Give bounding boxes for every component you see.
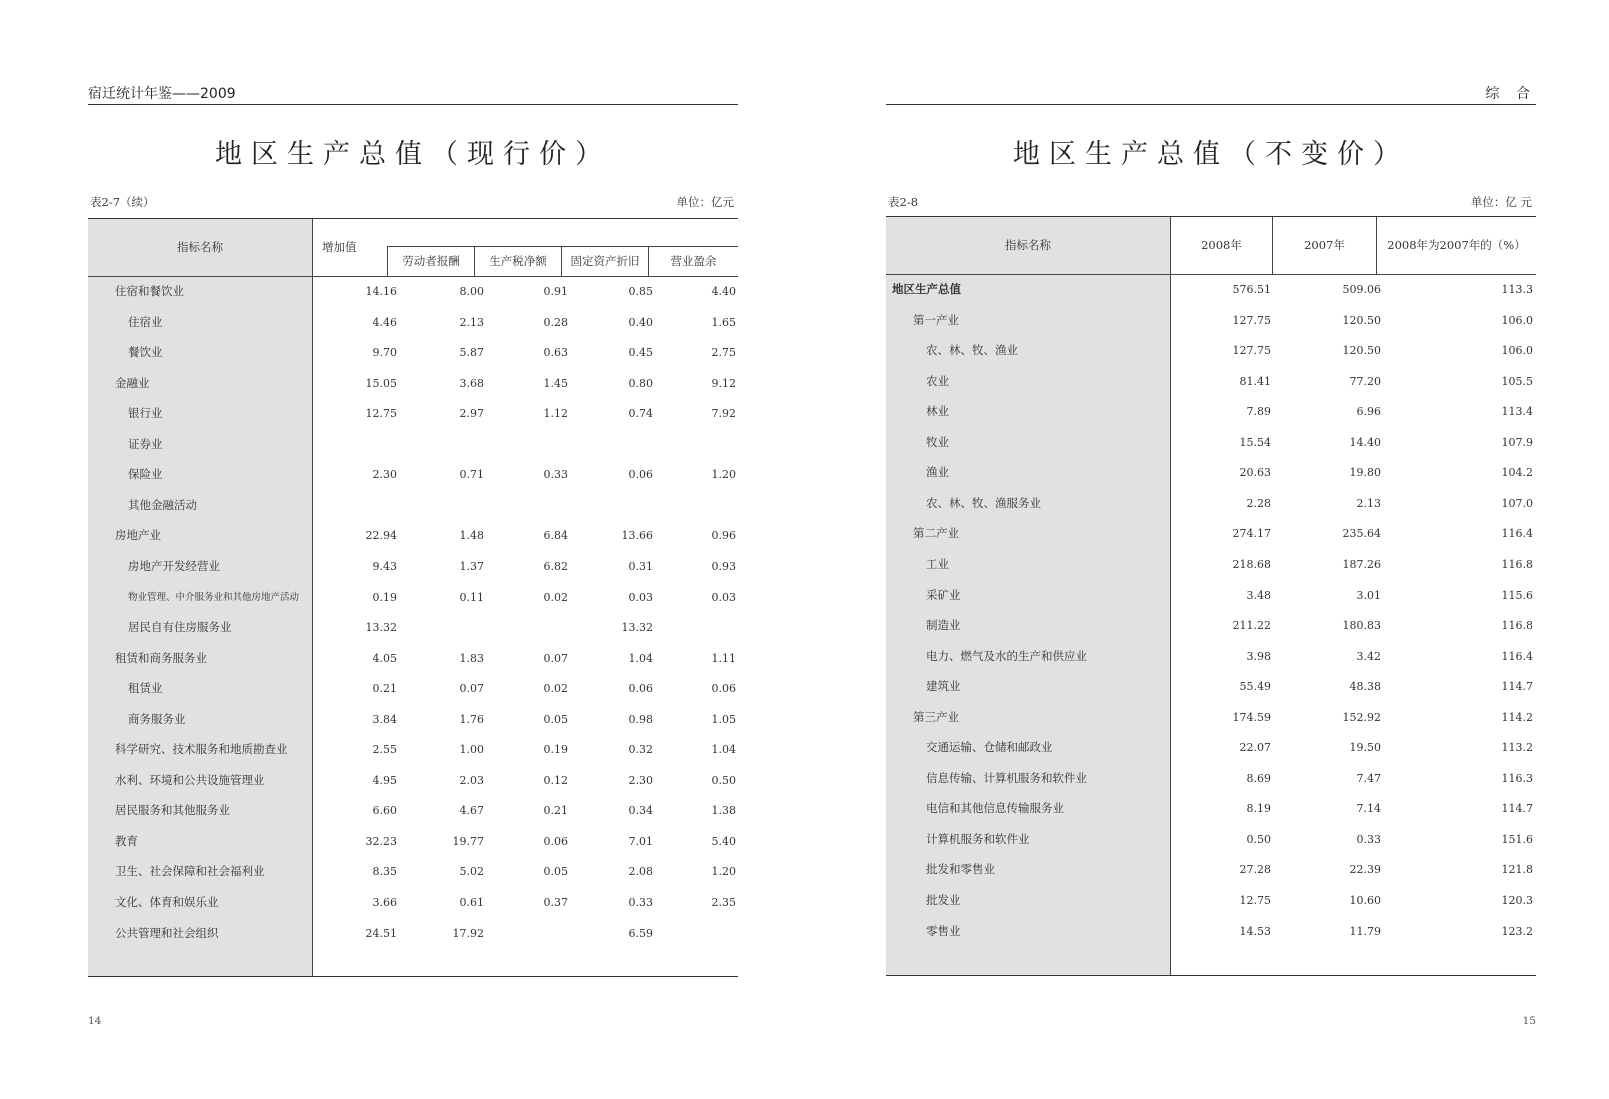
table-row [886,396,1536,427]
row-value: 114.7 [1501,802,1533,816]
row-value: 1.83 [459,651,484,665]
row-value: 120.50 [1342,313,1381,327]
row-value: 13.66 [621,529,653,543]
left-header-sub-2: 生产税净额 [489,254,547,268]
row-label: 证券业 [128,436,163,451]
table-row [88,673,738,704]
row-value: 14.16 [365,285,397,298]
row-label: 保险业 [128,467,163,482]
row-value: 1.00 [459,743,484,757]
row-value: 1.48 [459,529,484,543]
table-row [88,887,738,918]
table-row [886,763,1536,794]
row-value: 2.35 [711,896,736,909]
row-value: 0.02 [543,682,568,696]
row-value: 19.77 [452,834,484,848]
row-value: 0.07 [543,651,568,665]
row-value: 2.30 [628,773,653,787]
row-label: 科学研究、技术服务和地质勘查业 [115,742,288,757]
row-value: 2.13 [1356,496,1381,510]
row-value: 0.33 [628,896,653,909]
row-label: 教育 [115,833,138,848]
row-label: 牧业 [926,434,949,449]
row-label: 第三产业 [913,709,959,724]
row-value: 10.60 [1349,894,1381,907]
row-value: 1.20 [711,865,736,879]
table-row [886,854,1536,885]
row-value: 2.55 [372,743,397,757]
row-value: 3.42 [1356,649,1381,663]
row-value: 0.03 [711,590,736,604]
left-page [88,0,738,1099]
row-value: 1.11 [711,651,736,665]
row-value: 121.8 [1501,863,1533,877]
row-value: 0.07 [459,682,484,696]
row-value: 0.11 [459,590,484,604]
row-value: 14.53 [1239,924,1271,938]
row-value: 127.75 [1232,344,1271,358]
row-value: 77.20 [1349,374,1381,388]
row-value: 3.98 [1246,649,1271,663]
row-value: 2.03 [459,773,484,787]
row-value: 3.68 [459,376,484,390]
row-value: 3.01 [1356,588,1381,602]
row-value: 0.21 [372,682,397,696]
table-row [88,398,738,429]
row-value: 3.66 [372,896,397,909]
row-label: 商务服务业 [128,711,186,726]
row-value: 3.84 [372,712,397,726]
row-value: 0.50 [1246,832,1271,846]
row-value: 55.49 [1239,680,1271,694]
row-label: 房地产开发经营业 [128,558,220,573]
row-label: 零售业 [926,923,961,938]
right-page [886,0,1536,1099]
row-value: 0.06 [543,834,568,848]
row-value: 113.4 [1501,405,1533,419]
right-running-head: 综 合 [886,84,1536,105]
row-label: 物业管理、中介服务业和其他房地产活动 [128,591,300,603]
row-value: 9.70 [372,346,397,360]
table-row [886,274,1536,305]
row-value: 0.21 [543,804,568,818]
row-value: 114.2 [1501,710,1533,724]
table-row [88,337,738,368]
row-value: 4.05 [372,651,397,665]
row-value: 7.47 [1356,771,1381,785]
left-header-sub-3: 固定资产折旧 [570,254,640,268]
row-value: 32.23 [365,834,397,848]
table-row [886,793,1536,824]
row-value: 0.12 [543,773,568,787]
row-value: 2.13 [459,315,484,329]
row-value: 116.3 [1501,771,1533,785]
row-value: 114.7 [1501,680,1533,694]
left-table-title: 地区生产总值（现行价） [215,139,611,170]
row-value: 0.02 [543,590,568,604]
table-row [886,885,1536,916]
table-row [88,459,738,490]
row-value: 0.06 [628,468,653,482]
row-value: 0.05 [543,712,568,726]
row-value: 13.32 [365,621,397,635]
row-label: 制造业 [926,618,961,633]
row-value: 0.19 [372,590,397,604]
row-label: 文化、体育和娱乐业 [115,895,219,909]
row-value: 0.06 [711,682,736,696]
row-value: 4.67 [459,804,484,818]
row-value: 1.76 [459,712,484,726]
table-row [886,641,1536,672]
table-row [88,643,738,674]
row-value: 0.74 [628,407,653,421]
row-value: 6.82 [543,559,568,573]
left-data-table [88,218,738,977]
row-value: 19.80 [1349,466,1381,480]
row-value: 180.83 [1342,619,1381,633]
left-header-subline [387,246,738,247]
row-value: 1.45 [543,376,568,390]
row-value: 1.65 [711,315,736,329]
left-table-header [88,219,738,277]
row-label: 居民服务和其他服务业 [115,803,230,818]
table-row [886,610,1536,641]
table-row [886,518,1536,549]
table-row [886,549,1536,580]
row-label: 计算机服务和软件业 [926,831,1030,846]
right-header-ratio: 2008年为2007年的（%） [1387,238,1526,252]
right-table-number: 表2-8 [888,195,919,209]
row-value: 20.63 [1239,466,1271,480]
row-value: 0.93 [711,559,736,573]
table-row [88,551,738,582]
row-value: 8.69 [1246,771,1271,785]
row-value: 5.02 [459,865,484,879]
row-value: 5.87 [459,346,484,360]
table-row [886,488,1536,519]
table-row [88,520,738,551]
row-value: 14.40 [1349,435,1381,449]
table-row [886,916,1536,947]
row-value: 120.50 [1342,344,1381,358]
left-unit-label: 单位：亿元 [676,195,734,209]
row-value: 127.75 [1232,313,1271,327]
row-value: 0.34 [628,804,653,818]
row-value: 9.43 [372,559,397,573]
row-value: 104.2 [1501,466,1533,480]
row-value: 4.40 [711,285,736,298]
row-value: 5.40 [711,834,736,848]
right-table-title: 地区生产总值（不变价） [1013,139,1409,170]
row-label: 卫生、社会保障和社会福利业 [115,864,265,879]
row-label: 工业 [926,556,949,571]
table-row [88,734,738,765]
row-label: 第二产业 [913,526,959,541]
row-value: 12.75 [1239,894,1271,907]
row-value: 2.97 [459,407,484,421]
row-value: 6.60 [372,804,397,818]
row-label: 租赁和商务服务业 [115,650,207,665]
row-value: 48.38 [1349,680,1381,694]
row-value: 1.12 [543,407,568,421]
left-table-number: 表2-7（续） [90,195,155,209]
row-label: 第一产业 [913,312,959,327]
table-row [886,427,1536,458]
row-value: 116.8 [1501,619,1533,633]
row-value: 1.04 [711,743,736,757]
row-label: 批发业 [926,893,961,907]
row-value: 13.32 [621,621,653,635]
row-value: 274.17 [1232,527,1271,541]
row-value: 0.98 [628,712,653,726]
table-row [886,335,1536,366]
row-value: 116.4 [1501,527,1533,541]
table-row [886,702,1536,733]
row-value: 0.06 [628,682,653,696]
row-label: 农业 [926,373,949,388]
row-value: 0.50 [711,773,736,787]
row-label: 房地产业 [115,528,161,543]
row-value: 3.48 [1246,588,1271,602]
row-label: 电信和其他信息传输服务业 [926,801,1064,816]
row-label: 居民自有住房服务业 [128,620,232,635]
left-running-head: 宿迁统计年鉴——2009 [88,84,738,105]
row-value: 4.46 [372,315,397,329]
row-value: 0.03 [628,590,653,604]
row-label: 住宿业 [128,314,163,329]
right-header-2007: 2007年 [1304,238,1345,252]
table-row [88,795,738,826]
row-value: 0.61 [459,896,484,909]
row-value: 576.51 [1232,283,1271,296]
row-value: 174.59 [1232,710,1271,724]
table-row [88,856,738,887]
right-data-table [886,216,1536,976]
right-header-name: 指标名称 [1005,238,1051,252]
row-label: 住宿和餐饮业 [115,284,184,298]
table-row [886,366,1536,397]
row-label: 租赁业 [128,681,163,696]
left-header-sub-1: 劳动者报酬 [402,254,460,268]
row-value: 19.50 [1349,741,1381,755]
row-label: 批发和零售业 [926,862,995,877]
row-label: 地区生产总值 [892,282,961,296]
row-value: 7.92 [711,407,736,421]
row-value: 509.06 [1342,283,1381,296]
row-value: 0.80 [628,376,653,390]
row-value: 0.96 [711,529,736,543]
row-value: 0.33 [1356,832,1381,846]
table-row [886,824,1536,855]
row-value: 22.07 [1239,741,1271,755]
row-value: 8.35 [372,865,397,879]
row-value: 11.79 [1349,924,1381,938]
table-row [88,429,738,460]
row-value: 2.08 [628,865,653,879]
row-label: 农、林、牧、渔业 [926,343,1018,358]
left-header-name: 指标名称 [177,240,223,254]
row-label: 其他金融活动 [128,497,197,512]
table-row [886,732,1536,763]
row-value: 123.2 [1501,924,1533,938]
row-label: 电力、燃气及水的生产和供应业 [926,648,1087,663]
row-label: 公共管理和社会组织 [115,925,219,940]
row-value: 4.95 [372,773,397,787]
row-value: 2.30 [372,468,397,482]
row-value: 2.28 [1246,496,1271,510]
row-value: 17.92 [452,926,484,940]
row-value: 106.0 [1501,313,1533,327]
row-value: 0.85 [628,285,653,298]
table-row [88,368,738,399]
left-header-sub-4: 营业盈余 [670,254,717,268]
table-row [88,704,738,735]
row-value: 0.71 [459,468,484,482]
right-header-2008: 2008年 [1201,238,1242,252]
row-value: 107.0 [1501,496,1533,510]
row-label: 信息传输、计算机服务和软件业 [926,770,1087,785]
table-row [88,490,738,521]
row-value: 113.3 [1501,283,1533,296]
table-row [88,582,738,613]
table-row [88,826,738,857]
table-row [886,305,1536,336]
table-row [886,457,1536,488]
row-value: 15.54 [1239,435,1271,449]
row-value: 106.0 [1501,344,1533,358]
row-value: 0.37 [543,896,568,909]
row-value: 12.75 [365,407,397,421]
row-value: 7.14 [1356,802,1381,816]
row-label: 农、林、牧、渔服务业 [926,495,1041,510]
row-value: 9.12 [711,376,736,390]
row-label: 水利、环境和公共设施管理业 [115,772,265,787]
row-value: 0.40 [628,315,653,329]
row-value: 24.51 [365,926,397,940]
row-label: 采矿业 [926,587,961,602]
row-value: 81.41 [1239,374,1271,388]
row-value: 7.89 [1246,405,1271,419]
right-unit-label: 单位：亿 元 [1470,195,1532,209]
row-value: 2.75 [711,346,736,360]
row-value: 6.84 [543,529,568,543]
row-value: 113.2 [1501,741,1533,755]
row-label: 建筑业 [926,679,961,694]
row-value: 27.28 [1239,863,1271,877]
row-value: 0.05 [543,865,568,879]
left-header-value-added: 增加值 [322,240,357,254]
row-value: 1.20 [711,468,736,482]
row-value: 1.38 [711,804,736,818]
row-value: 152.92 [1342,710,1381,724]
table-row [88,612,738,643]
row-label: 银行业 [128,406,163,421]
table-row [886,671,1536,702]
row-value: 22.39 [1349,863,1381,877]
table-row [88,918,738,949]
row-label: 交通运输、仓储和邮政业 [926,740,1053,755]
row-value: 0.28 [543,315,568,329]
row-value: 22.94 [365,529,397,543]
table-row [88,307,738,338]
row-value: 120.3 [1501,894,1533,907]
left-page-number: 14 [88,1015,102,1027]
row-value: 7.01 [628,834,653,848]
row-label: 餐饮业 [128,345,163,360]
row-value: 1.04 [628,651,653,665]
table-row [886,580,1536,611]
row-value: 6.59 [628,926,653,940]
row-value: 0.19 [543,743,568,757]
row-value: 116.8 [1501,557,1533,571]
row-value: 0.31 [628,559,653,573]
row-value: 151.6 [1501,832,1533,846]
row-value: 6.96 [1356,405,1381,419]
row-label: 金融业 [115,375,150,390]
row-value: 0.63 [543,346,568,360]
right-page-number: 15 [1522,1015,1536,1027]
table-row [88,765,738,796]
right-table-header [886,217,1536,275]
row-value: 1.37 [459,559,484,573]
row-value: 8.19 [1246,802,1271,816]
row-value: 211.22 [1232,619,1271,633]
row-label: 林业 [926,404,949,419]
row-label: 渔业 [926,465,949,480]
row-value: 107.9 [1501,435,1533,449]
row-value: 0.32 [628,743,653,757]
row-value: 15.05 [365,376,397,390]
row-value: 187.26 [1342,557,1381,571]
row-value: 105.5 [1501,374,1533,388]
row-value: 115.6 [1501,588,1533,602]
table-row [88,276,738,307]
row-value: 0.91 [543,285,568,298]
row-value: 116.4 [1501,649,1533,663]
row-value: 8.00 [459,285,484,298]
row-value: 218.68 [1232,557,1271,571]
row-value: 0.45 [628,346,653,360]
row-value: 1.05 [711,712,736,726]
row-value: 0.33 [543,468,568,482]
row-value: 235.64 [1342,527,1381,541]
